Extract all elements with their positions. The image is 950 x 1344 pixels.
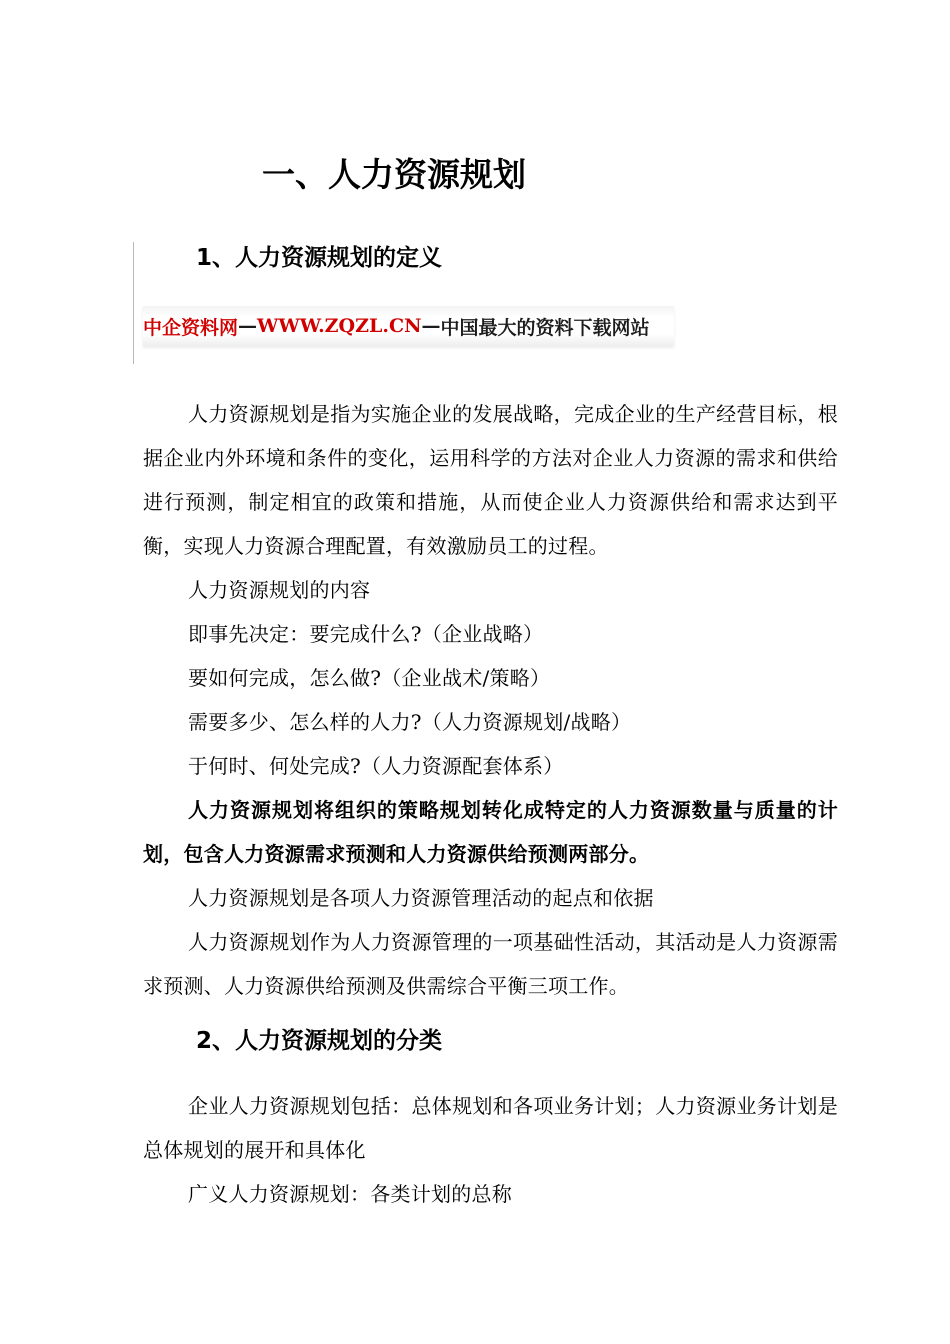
definition-body (143, 392, 838, 1008)
paragraph: 人力资源规划是各项人力资源管理活动的起点和依据 (188, 886, 654, 910)
paragraph: 广义人力资源规划：各类计划的总称 (188, 1182, 512, 1206)
section-heading-definition: 1、人力资源规划的定义 (196, 245, 443, 271)
paragraph: 于何时、何处完成?（人力资源配套体系） (188, 754, 564, 778)
paragraph: 人力资源规划是指为实施企业的发展战略，完成企业的生产经营目标，根据企业内外环境和条件的变化，运用科学的方法对企业人力资源的需求和供给进行预测，制定相宜的政策和措施，从而使企业人力资源供给和需求达到平衡，实现人力资源合理配置，有效激励员工的过程。 (143, 402, 838, 558)
classification-body (143, 1084, 838, 1216)
banner-site-name: 中企资料网 (143, 316, 239, 339)
section-heading-classification: 2、人力资源规划的分类 (196, 1028, 443, 1054)
site-banner (143, 306, 674, 346)
banner-url: WWW.ZQZL.CN (257, 315, 422, 337)
paragraph: 人力资源规划的内容 (188, 578, 371, 602)
paragraph: 企业人力资源规划包括：总体规划和各项业务计划；人力资源业务计划是总体规划的展开和具体化 (143, 1094, 838, 1162)
paragraph: 要如何完成，怎么做?（企业战术/策略） (188, 666, 551, 690)
banner-slogan: 中国最大的资料下载网站 (440, 316, 650, 339)
paragraph: 需要多少、怎么样的人力?（人力资源规划/战略） (188, 710, 632, 734)
banner-separator: — (238, 315, 258, 337)
banner-separator: — (421, 315, 441, 337)
paragraph-bold: 人力资源规划将组织的策略规划转化成特定的人力资源数量与质量的计划，包含人力资源需求预测和人力资源供给预测两部分。 (143, 798, 838, 866)
page-title: 一、人力资源规划 (262, 155, 526, 194)
paragraph: 即事先决定：要完成什么?（企业战略） (188, 622, 544, 646)
margin-marker-line (133, 242, 134, 364)
paragraph: 人力资源规划作为人力资源管理的一项基础性活动，其活动是人力资源需求预测、人力资源供给预测及供需综合平衡三项工作。 (143, 930, 838, 998)
